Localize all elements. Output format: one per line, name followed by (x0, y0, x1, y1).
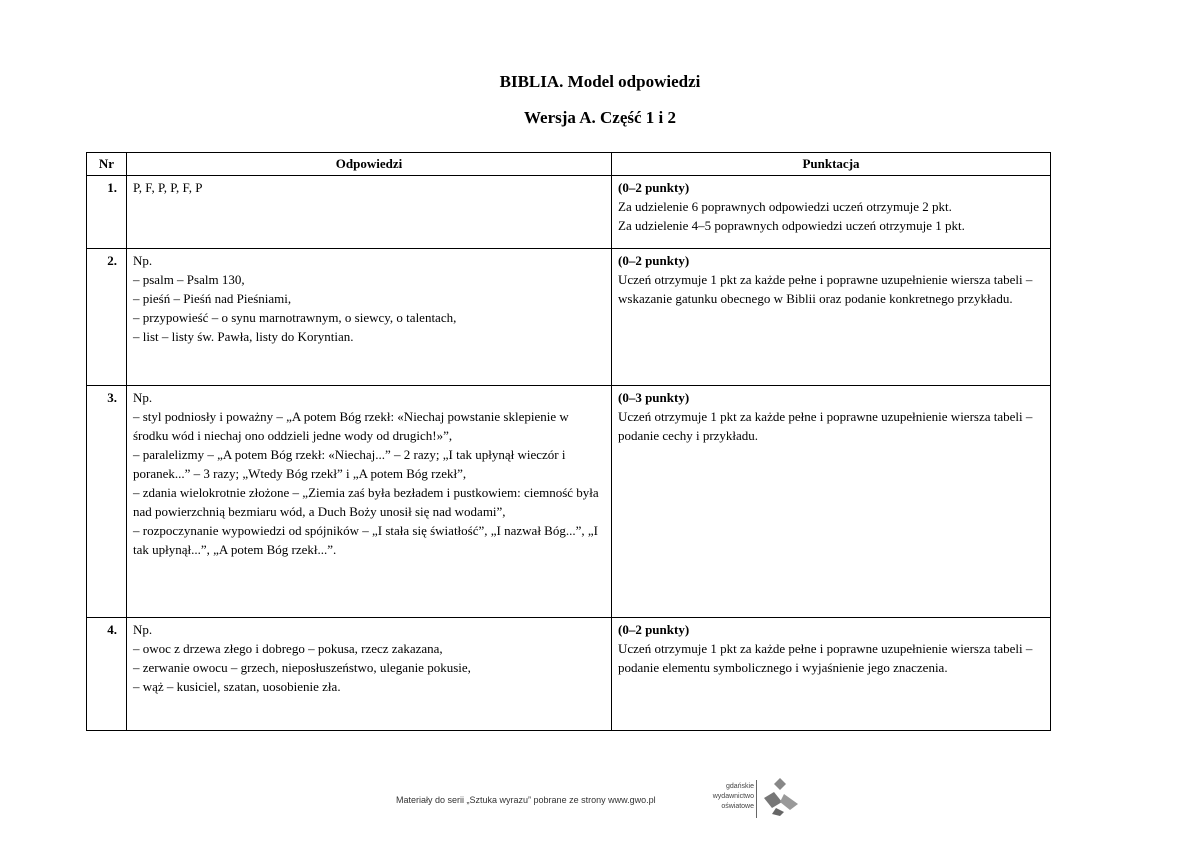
points-line: Za udzielenie 6 poprawnych odpowiedzi uczeń otrzymuje 2 pkt. (618, 199, 952, 214)
answer-line: – wąż – kusiciel, szatan, uosobienie zła. (133, 679, 341, 694)
footer-source-note: Materiały do serii „Sztuka wyrazu” pobrane ze strony www.gwo.pl (396, 795, 656, 805)
row-number: 1. (87, 176, 127, 249)
points-line: Uczeń otrzymuje 1 pkt za każde pełne i poprawne uzupełnienie wiersza tabeli – podanie elementu symbolicznego i wyjaśnienie jego znaczenia. (618, 641, 1033, 675)
answer-line: P, F, P, P, F, P (133, 180, 203, 195)
points-cell (612, 386, 1051, 618)
row-number: 4. (87, 618, 127, 731)
answer-line: – list – listy św. Pawła, listy do Koryntian. (133, 329, 354, 344)
points-range: (0–2 punkty) (618, 622, 690, 637)
header-answers: Odpowiedzi (127, 153, 612, 176)
answer-line: Np. (133, 622, 153, 637)
table-row (87, 176, 1051, 249)
answer-line: – psalm – Psalm 130, (133, 272, 245, 287)
table-row (87, 386, 1051, 618)
logo-line: gdańskie (725, 783, 754, 790)
answer-line: – styl podniosły i poważny – „A potem Bóg rzekł: «Niechaj powstanie sklepienie w środku wód i niechaj ono oddzieli jedne wody od drugich!»”, (133, 409, 569, 443)
table-header-row (87, 153, 1051, 176)
document-title: BIBLIA. Model odpowiedzi (499, 72, 701, 91)
logo-line: oświatowe (721, 803, 754, 810)
points-line: Uczeń otrzymuje 1 pkt za każde pełne i poprawne uzupełnienie wiersza tabeli – podanie cechy i przykładu. (618, 409, 1033, 443)
header-points: Punktacja (612, 153, 1051, 176)
publisher-logo-text (694, 782, 754, 812)
logo-line: wydawnictwo (712, 793, 754, 800)
answers-table (86, 152, 1051, 731)
points-cell (612, 249, 1051, 386)
table-row (87, 618, 1051, 731)
header-nr: Nr (87, 153, 127, 176)
publisher-logo-icon (760, 776, 804, 816)
answer-line: – zdania wielokrotnie złożone – „Ziemia zaś była bezładem i pustkowiem: ciemność była nad powierzchnią bezmiaru wód, a Duch Boży unosił się nad wodami”, (133, 485, 599, 519)
points-range: (0–3 punkty) (618, 390, 690, 405)
answer-line: – rozpoczynanie wypowiedzi od spójników – „I stała się światłość”, „I nazwał Bóg...”, „I tak upłynął...”, „A potem Bóg rzekł...”. (133, 523, 598, 557)
points-range: (0–2 punkty) (618, 180, 690, 195)
answer-line: – owoc z drzewa złego i dobrego – pokusa, rzecz zakazana, (133, 641, 443, 656)
answer-line: – przypowieść – o synu marnotrawnym, o siewcy, o talentach, (133, 310, 457, 325)
answer-cell (127, 618, 612, 731)
answer-line: Np. (133, 390, 153, 405)
answer-cell (127, 249, 612, 386)
answer-line: – pieśń – Pieśń nad Pieśniami, (133, 291, 292, 306)
points-range: (0–2 punkty) (618, 253, 690, 268)
row-number: 2. (87, 249, 127, 386)
row-number: 3. (87, 386, 127, 618)
table-row (87, 249, 1051, 386)
points-line: Za udzielenie 4–5 poprawnych odpowiedzi uczeń otrzymuje 1 pkt. (618, 218, 965, 233)
document-subtitle: Wersja A. Część 1 i 2 (523, 108, 677, 127)
points-cell (612, 618, 1051, 731)
logo-divider (756, 780, 757, 818)
answer-cell (127, 386, 612, 618)
answer-line: – zerwanie owocu – grzech, nieposłuszeństwo, uleganie pokusie, (133, 660, 471, 675)
points-line: Uczeń otrzymuje 1 pkt za każde pełne i poprawne uzupełnienie wiersza tabeli – wskazanie gatunku obecnego w Biblii oraz podanie konkretnego przykładu. (618, 272, 1033, 306)
points-cell (612, 176, 1051, 249)
answer-cell (127, 176, 612, 249)
answer-line: – paralelizmy – „A potem Bóg rzekł: «Niechaj...” – 2 razy; „I tak upłynął wieczór i poranek...” – 3 razy; „Wtedy Bóg rzekł” i „A potem Bóg rzekł”, (133, 447, 566, 481)
answer-line: Np. (133, 253, 153, 268)
